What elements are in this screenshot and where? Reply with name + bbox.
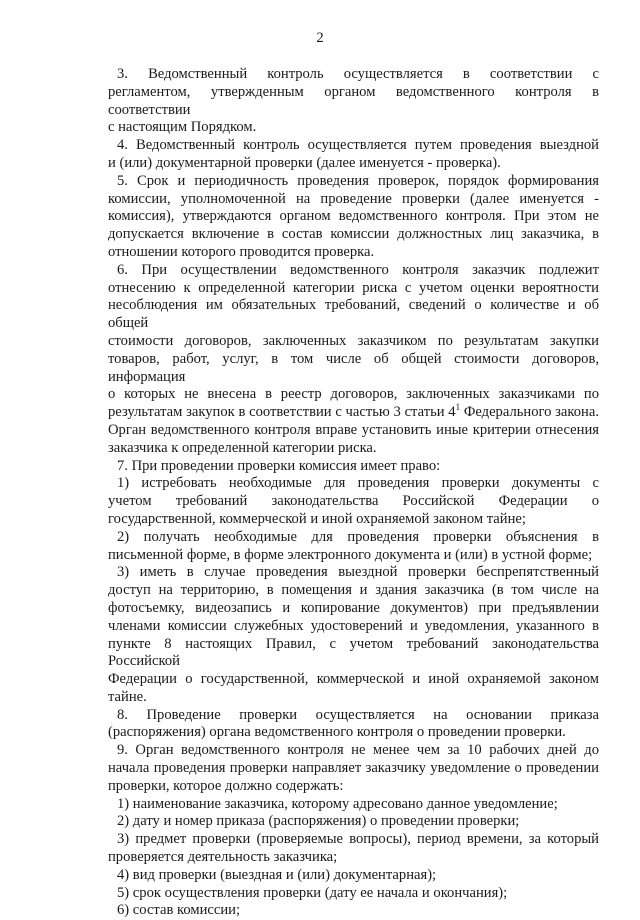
- text-line: начала проведения проверки направляет заказчику уведомление о проведении: [108, 760, 599, 777]
- paragraph-3: [108, 66, 599, 137]
- paragraph-5: [108, 173, 599, 262]
- text-line: 2) получать необходимые для проведения проверки объяснения в: [117, 528, 599, 545]
- text-line: 5. Срок и периодичность проведения проверок, порядок формирования: [117, 172, 599, 189]
- text-line: отношении которого проводится проверка.: [108, 243, 375, 260]
- text-line: заказчика к определенной категории риска.: [108, 439, 377, 456]
- text-line: комиссии, уполномоченной на проведение проверки (далее именуется -: [108, 190, 599, 207]
- body-text: [108, 66, 599, 920]
- paragraph-7: [108, 458, 599, 707]
- list-item: 2) дату и номер приказа (распоряжения) о проведении проверки;: [117, 813, 520, 830]
- text-line: стоимости договоров, заключенных заказчиком по результатам закупки: [108, 332, 599, 349]
- paragraph-6: [108, 262, 599, 458]
- text-line: письменной форме, в форме электронного документа и (или) в устной форме;: [108, 546, 593, 563]
- text-line: 3) иметь в случае проведения выездной проверки беспрепятственный: [117, 564, 599, 581]
- text-line: комиссия), утверждаются органом ведомственного контроля. При этом не: [108, 208, 599, 225]
- list-item: 6) состав комиссии;: [117, 902, 241, 919]
- text-line: с настоящим Порядком.: [108, 119, 257, 136]
- text-line: членами комиссии служебных удостоверений и уведомления, указанного в: [108, 617, 599, 634]
- paragraph-8: [108, 707, 599, 743]
- text-line: 9. Орган ведомственного контроля не менее чем за 10 рабочих дней до: [117, 742, 599, 759]
- paragraph-4: [108, 137, 599, 173]
- text-line: государственной, коммерческой и иной охраняемой законом тайне;: [108, 510, 526, 527]
- text-fragment: результатам закупок в соответствии с частью 3 статьи 4: [108, 404, 456, 421]
- page-number: 2: [316, 30, 324, 46]
- text-line: 1) истребовать необходимые для проведения проверки документы с: [117, 475, 599, 492]
- text-line: Федерации о государственной, коммерческой и иной охраняемой законом: [108, 671, 599, 688]
- list-item: 1) наименование заказчика, которому адресовано данное уведомление;: [117, 795, 558, 812]
- text-line: допускается включение в состав комиссии должностных лиц заказчика, в: [108, 226, 599, 243]
- text-line: доступ на территорию, в помещения и здания заказчика (в том числе на: [108, 582, 599, 599]
- paragraph-9: [108, 742, 599, 920]
- text-line: Орган ведомственного контроля вправе установить иные критерии отнесения: [108, 421, 599, 438]
- text-line: 6. При осуществлении ведомственного контроля заказчик подлежит: [117, 261, 599, 278]
- text-line: [108, 404, 599, 422]
- text-line: регламентом, утвержденным органом ведомственного контроля в соответствии: [108, 83, 599, 118]
- text-line: 8. Проведение проверки осуществляется на основании приказа: [117, 706, 599, 723]
- list-item: 4) вид проверки (выездная и (или) документарная);: [117, 866, 437, 883]
- text-line: учетом требований законодательства Российской Федерации о: [108, 493, 599, 510]
- text-line: 4. Ведомственный контроль осуществляется путем проведения выездной: [117, 137, 599, 154]
- text-line: пункте 8 настоящих Правил, с учетом требований законодательства Российской: [108, 635, 599, 670]
- text-line: и (или) документарной проверки (далее именуется - проверка).: [108, 154, 501, 171]
- superscript: 1: [455, 402, 461, 413]
- text-line: фотосъемку, видеозапись и копирование документов) при предъявлении: [108, 599, 599, 616]
- text-line: 3. Ведомственный контроль осуществляется в соответствии с: [117, 66, 599, 82]
- text-line: отнесению к определенной категории риска с учетом оценки вероятности: [108, 279, 599, 296]
- text-line: товаров, работ, услуг, в том числе об общей стоимости договоров, информация: [108, 350, 599, 385]
- text-line: о которых не внесена в реестр договоров, заключенных заказчиками по: [108, 386, 599, 403]
- text-line: проверки, которое должно содержать:: [108, 777, 344, 794]
- text-line: тайне.: [108, 688, 147, 705]
- text-line: проверяется деятельность заказчика;: [108, 849, 338, 866]
- text-line: (распоряжения) органа ведомственного контроля о проведении проверки.: [108, 724, 566, 741]
- text-fragment: Федерального закона.: [460, 404, 599, 421]
- text-line: несоблюдения им обязательных требований, сведений о количестве и об общей: [108, 297, 599, 332]
- text-line: 7. При проведении проверки комиссия имеет право:: [117, 457, 441, 474]
- list-item: 3) предмет проверки (проверяемые вопросы), период времени, за который: [117, 831, 599, 848]
- list-item: 5) срок осуществления проверки (дату ее начала и окончания);: [117, 884, 508, 901]
